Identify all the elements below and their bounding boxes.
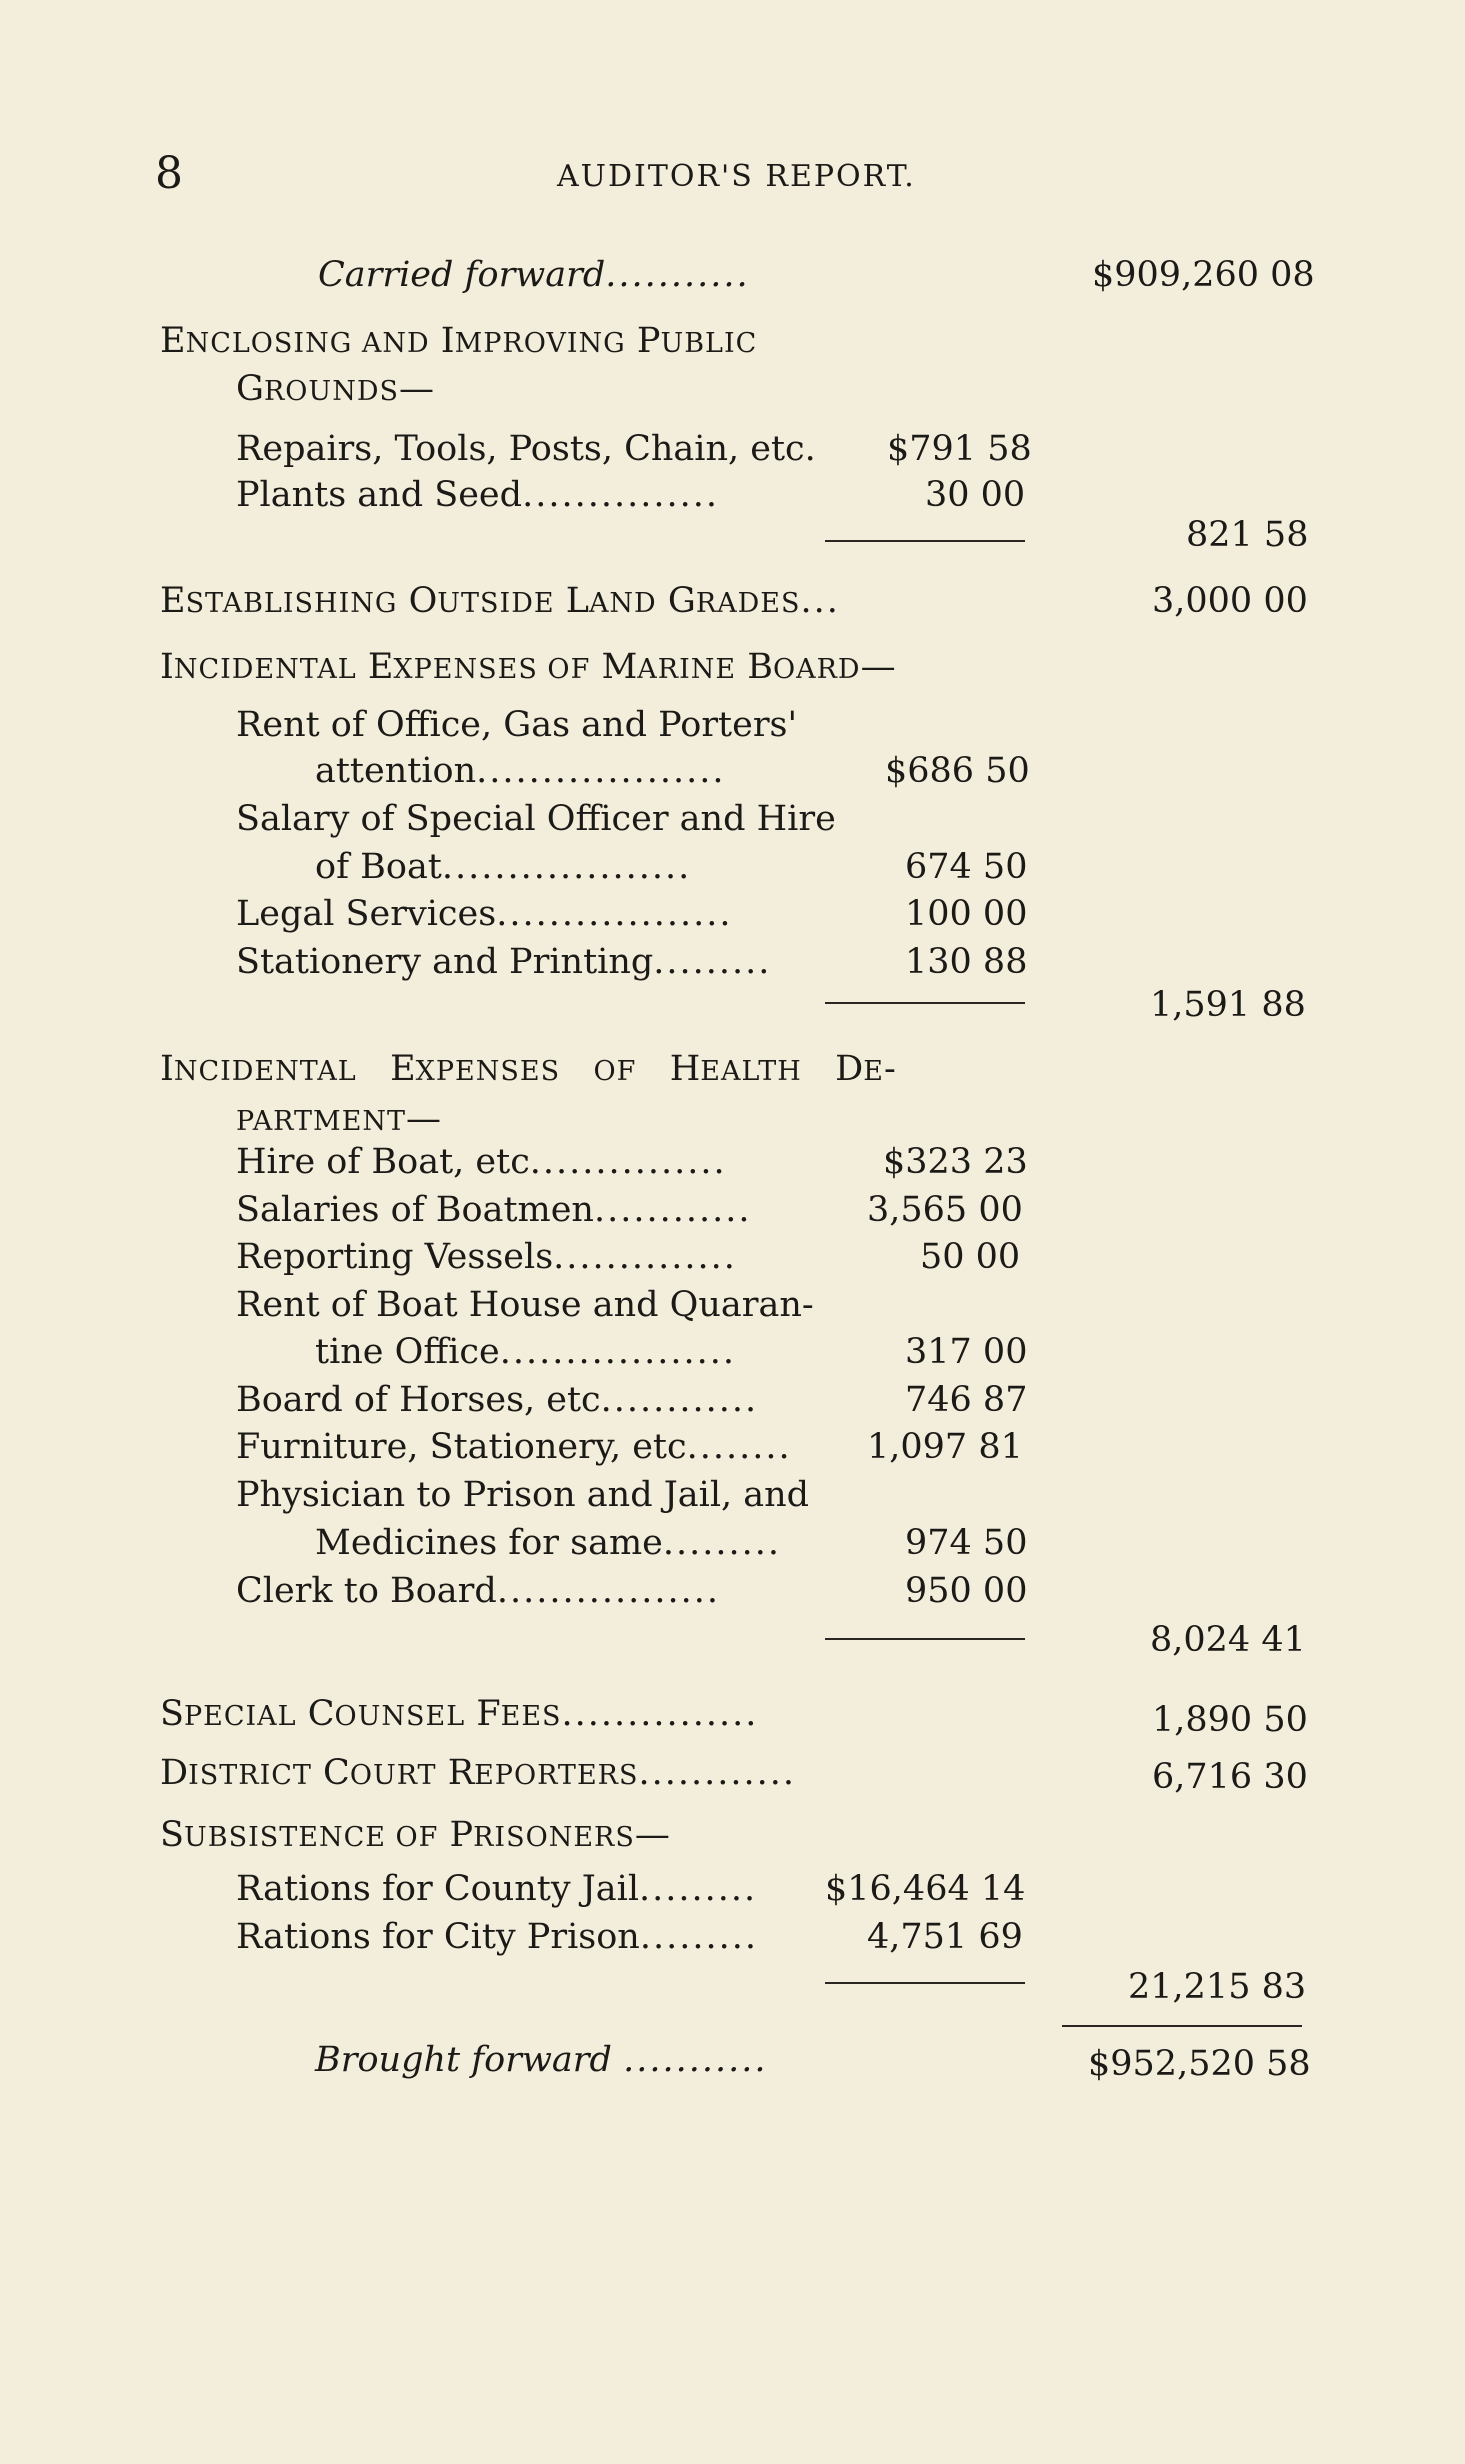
brought-forward-total: $952,520 58 (1088, 2044, 1311, 2084)
section-heading-special-counsel: SPECIAL COUNSEL FEES............... (160, 1694, 759, 1734)
section-heading-marine-board: INCIDENTAL EXPENSES OF MARINE BOARD— (160, 647, 896, 687)
item-label: Furniture, Stationery, etc........ (236, 1427, 792, 1467)
section-total: 821 58 (1186, 515, 1309, 555)
item-amount: 746 87 (905, 1380, 1028, 1420)
item-amount: $16,464 14 (825, 1869, 1026, 1909)
carried-forward-label: Carried forward........... (318, 255, 750, 295)
section-total: 6,716 30 (1152, 1757, 1308, 1797)
section-heading-health-department: INCIDENTAL EXPENSES OF HEALTH DE- (160, 1049, 896, 1089)
item-label: Salaries of Boatmen............ (236, 1190, 752, 1230)
subtotal-rule (825, 1638, 1025, 1640)
item-amount: 950 00 (905, 1571, 1028, 1611)
item-label: Rations for County Jail......... (236, 1869, 758, 1909)
page-title: AUDITOR'S REPORT. (557, 159, 916, 194)
item-label-cont: of Boat................... (315, 847, 692, 887)
section-heading-land-grades: ESTABLISHING OUTSIDE LAND GRADES... (160, 581, 840, 621)
section-heading-prisoners: SUBSISTENCE OF PRISONERS— (160, 1815, 670, 1855)
item-label-cont: tine Office.................. (315, 1332, 736, 1372)
item-label: Repairs, Tools, Posts, Chain, etc. (236, 429, 816, 469)
item-label-cont: Medicines for same......... (315, 1523, 782, 1563)
item-amount: 974 50 (905, 1523, 1028, 1563)
item-amount: 317 00 (905, 1332, 1028, 1372)
item-label: Plants and Seed............... (236, 475, 719, 515)
section-heading-court-reporters: DISTRICT COURT REPORTERS............ (160, 1753, 796, 1793)
item-amount: 100 00 (905, 894, 1028, 934)
item-label-cont: attention................... (315, 751, 726, 791)
section-heading-public-grounds-cont: GROUNDS— (236, 369, 434, 409)
subtotal-rule (825, 1002, 1025, 1004)
grand-total-rule (1062, 2025, 1302, 2027)
item-amount: $686 50 (885, 751, 1030, 791)
item-label: Reporting Vessels.............. (236, 1237, 737, 1277)
item-label: Rent of Boat House and Quaran- (236, 1285, 814, 1325)
section-total: 1,890 50 (1152, 1700, 1308, 1740)
section-heading-public-grounds: ENCLOSING AND IMPROVING PUBLIC (160, 321, 758, 361)
item-amount: 3,565 00 (867, 1190, 1023, 1230)
item-amount: 30 00 (925, 475, 1026, 515)
item-label: Legal Services.................. (236, 894, 733, 934)
section-total: 21,215 83 (1128, 1967, 1307, 2007)
item-amount: 674 50 (905, 847, 1028, 887)
item-amount: $323 23 (883, 1142, 1028, 1182)
item-label: Clerk to Board................. (236, 1571, 720, 1611)
section-heading-health-department-cont: PARTMENT— (236, 1099, 442, 1139)
item-label: Board of Horses, etc............ (236, 1380, 759, 1420)
item-amount: 1,097 81 (867, 1427, 1023, 1467)
subtotal-rule (825, 540, 1025, 542)
item-amount: 50 00 (920, 1237, 1021, 1277)
section-total: 1,591 88 (1150, 985, 1306, 1025)
carried-forward-total: $909,260 08 (1092, 255, 1315, 295)
item-amount: 130 88 (905, 942, 1028, 982)
item-label: Rations for City Prison......... (236, 1917, 758, 1957)
item-label: Salary of Special Officer and Hire (236, 799, 836, 839)
section-total: 8,024 41 (1150, 1620, 1306, 1660)
brought-forward-label: Brought forward ........... (315, 2040, 768, 2080)
item-amount: 4,751 69 (867, 1917, 1023, 1957)
item-amount: $791 58 (887, 429, 1032, 469)
page-number: 8 (155, 148, 183, 199)
subtotal-rule (825, 1982, 1025, 1984)
item-label: Rent of Office, Gas and Porters' (236, 705, 798, 745)
item-label: Physician to Prison and Jail, and (236, 1475, 810, 1515)
section-total: 3,000 00 (1152, 581, 1308, 621)
item-label: Stationery and Printing......... (236, 942, 772, 982)
item-label: Hire of Boat, etc............... (236, 1142, 727, 1182)
